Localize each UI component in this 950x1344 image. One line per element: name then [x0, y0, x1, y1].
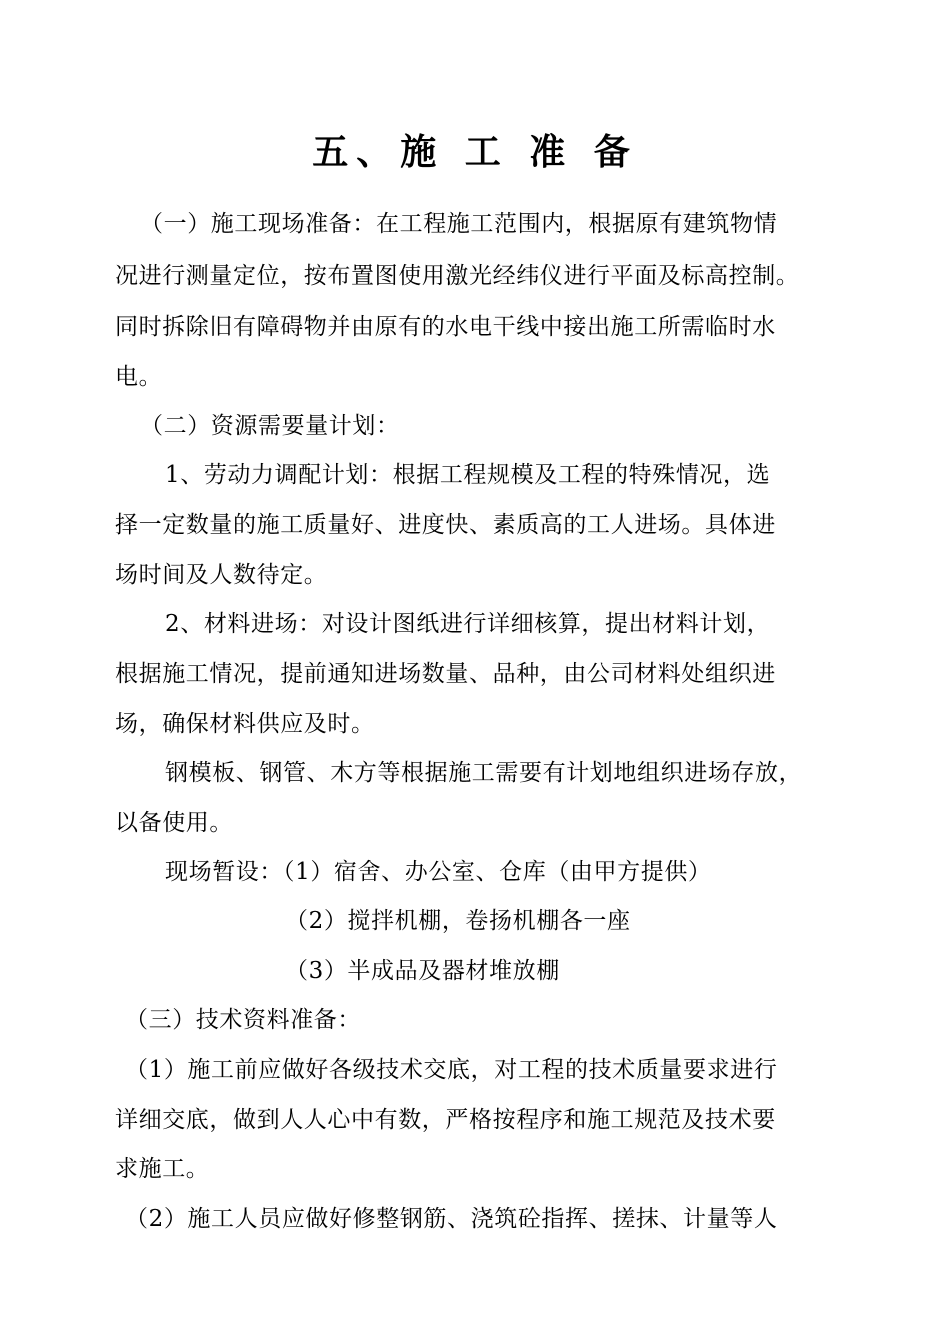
paragraph-line: 电。 [115, 364, 163, 390]
paragraph-line: 场，确保材料供应及时。 [115, 711, 375, 737]
list-item: （3）半成品及器材堆放棚 [285, 958, 560, 984]
paragraph-line: 2、材料进场：对设计图纸进行详细核算，提出材料计划， [165, 611, 771, 637]
section-heading: （二）资源需要量计划： [140, 413, 400, 439]
list-item: （2）搅拌机棚，卷扬机棚各一座 [285, 908, 631, 934]
paragraph-line: 以备使用。 [115, 810, 233, 836]
page-title: 五、施 工 准 备 [312, 131, 638, 173]
paragraph-line: 根据施工情况，提前通知进场数量、品种，由公司材料处组织进 [115, 661, 776, 687]
paragraph-line: 求施工。 [115, 1156, 210, 1182]
paragraph-line: （1）施工前应做好各级技术交底，对工程的技术质量要求进行 [125, 1057, 778, 1083]
paragraph-line: 1、劳动力调配计划：根据工程规模及工程的特殊情况，选 [165, 462, 771, 488]
paragraph-line: 详细交底，做到人人心中有数，严格按程序和施工规范及技术要 [115, 1107, 776, 1133]
paragraph-line: （一）施工现场准备：在工程施工范围内，根据原有建筑物情 [140, 211, 778, 237]
paragraph-line: （2）施工人员应做好修整钢筋、浇筑砼指挥、搓抹、计量等人 [125, 1206, 778, 1232]
section-heading: （三）技术资料准备： [125, 1007, 361, 1033]
paragraph-line: 钢模板、钢管、木方等根据施工需要有计划地组织进场存放， [165, 760, 803, 786]
paragraph-line: 同时拆除旧有障碍物并由原有的水电干线中接出施工所需临时水 [115, 314, 776, 340]
paragraph-line: 况进行测量定位，按布置图使用激光经纬仪进行平面及标高控制。 [115, 263, 800, 289]
paragraph-line: 场时间及人数待定。 [115, 562, 328, 588]
list-item: 现场暂设：（1）宿舍、办公室、仓库（由甲方提供） [165, 859, 712, 885]
paragraph-line: 择一定数量的施工质量好、进度快、素质高的工人进场。具体进 [115, 512, 776, 538]
